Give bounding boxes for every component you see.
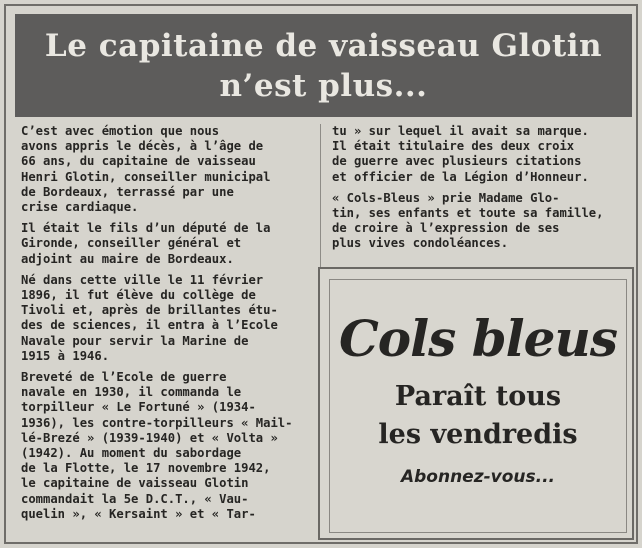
advert-subline: Abonnez-vous... [400, 467, 556, 487]
article-line: tu » sur lequel il avait sa marque. [332, 124, 589, 138]
article-line: quelin », « Kersaint » et « Tar- [21, 506, 256, 521]
article-line: Gironde, conseiller général et [21, 236, 242, 251]
article-line: tin, ses enfants et toute sa famille, [332, 206, 604, 221]
article-line: plus vives condoléances. [332, 236, 509, 251]
advert-line-1: Paraît tous [394, 381, 562, 412]
article-line: le capitaine de vaisseau Glotin [21, 476, 249, 491]
headline-banner [15, 14, 632, 117]
article-line: des de sciences, il entra à l’Ecole [21, 318, 278, 333]
advert-line-2: les vendredis [378, 419, 578, 450]
article-line: « Cols-Bleus » prie Madame Glo- [332, 190, 560, 205]
article-line: Il était titulaire des deux croix [332, 139, 575, 154]
article-line: torpilleur « Le Fortuné » (1934- [21, 400, 256, 415]
advert-inner-frame [329, 279, 627, 533]
article-paragraph [21, 370, 311, 522]
article-paragraph [21, 221, 311, 267]
article-line: (1942). Au moment du sabordage [21, 446, 242, 461]
article-line: de Bordeaux, terrassé par une [21, 184, 234, 199]
article-line: navale en 1930, il commanda le [21, 385, 242, 400]
advert-box [318, 267, 634, 540]
headline-line-2: n’est plus... [219, 67, 428, 104]
article-column-right [332, 124, 632, 258]
article-line: commandait la 5e D.C.T., « Vau- [21, 491, 249, 506]
article-paragraph [332, 124, 632, 185]
article-line: crise cardiaque. [21, 200, 139, 215]
article-paragraph [21, 124, 311, 215]
article-line: Il était le fils d’un député de la [21, 221, 271, 236]
article-line: et officier de la Légion d’Honneur. [332, 169, 589, 184]
article-line: Né dans cette ville le 11 février [21, 272, 264, 287]
article-line: 1915 à 1946. [21, 348, 110, 363]
article-paragraph [21, 273, 311, 364]
article-line: de la Flotte, le 17 novembre 1942, [21, 461, 271, 476]
article-line: Henri Glotin, conseiller municipal [21, 169, 271, 184]
article-paragraph [332, 191, 632, 252]
article-line: Breveté de l’Ecole de guerre [21, 370, 227, 385]
article-line: avons appris le décès, à l’âge de [21, 139, 264, 154]
article-line: adjoint au maire de Bordeaux. [21, 251, 234, 266]
advert-title: Cols bleus [339, 309, 617, 368]
article-line: 66 ans, du capitaine de vaisseau [21, 154, 256, 169]
article-line: de guerre avec plusieurs citations [332, 154, 582, 169]
article-line: lé-Brezé » (1939-1940) et « Volta » [21, 430, 278, 445]
article-line: de croire à l’expression de ses [332, 221, 560, 236]
article-line: 1936), les contre-torpilleurs « Mail- [21, 415, 293, 430]
headline-line-1: Le capitaine de vaisseau Glotin [44, 27, 603, 64]
article-line: 1896, il fut élève du collège de [21, 288, 256, 303]
article-line: C’est avec émotion que nous [21, 124, 220, 138]
article-line: Tivoli et, après de brillantes étu- [21, 303, 278, 318]
article-column-left [21, 124, 311, 528]
article-line: Navale pour servir la Marine de [21, 333, 249, 348]
